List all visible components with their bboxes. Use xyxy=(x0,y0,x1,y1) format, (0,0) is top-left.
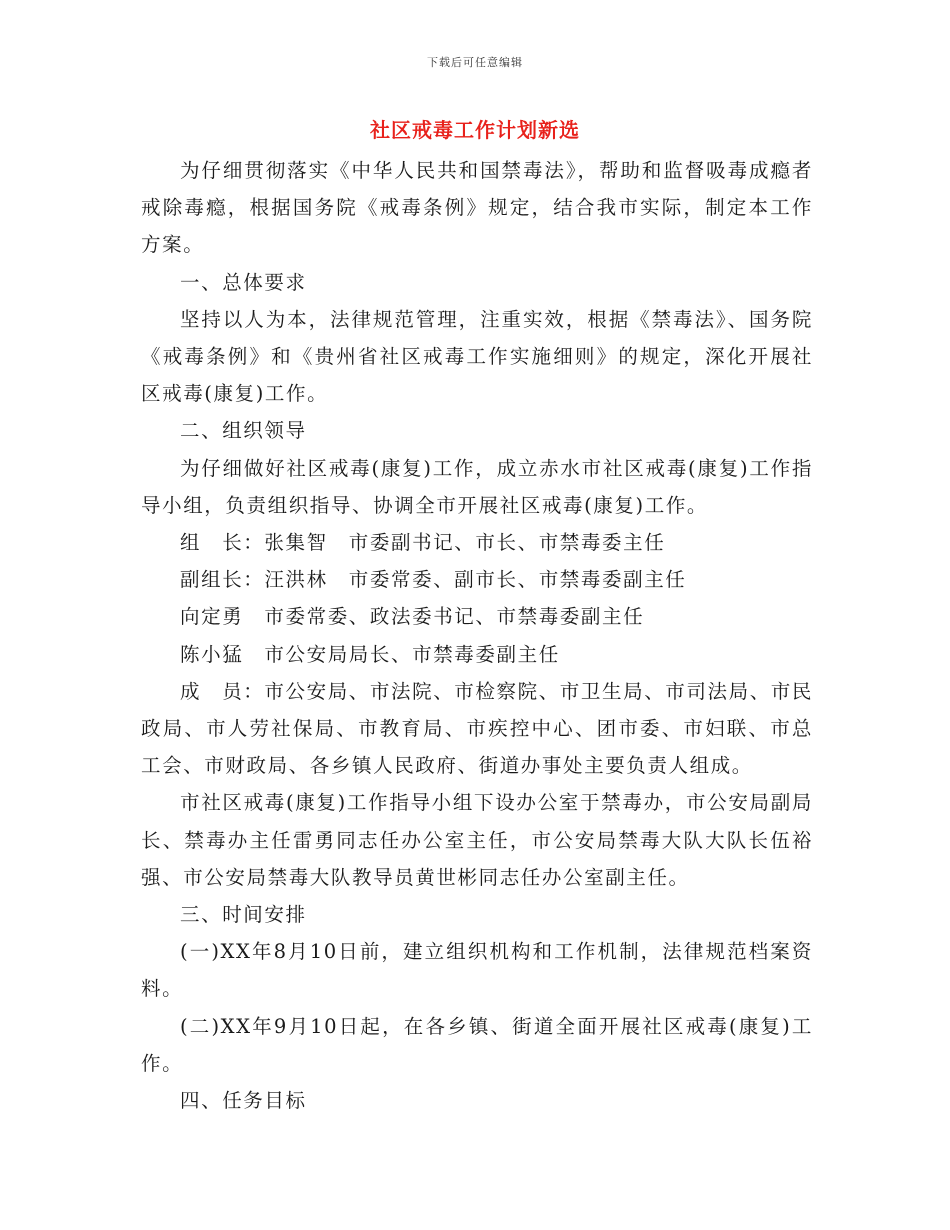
section-heading-general-requirements: 一、总体要求 xyxy=(180,270,307,294)
paragraph-group-leader: 组 长：张集智 市委副书记、市长、市禁毒委主任 xyxy=(180,531,666,555)
paragraph-organization: 为仔细做好社区戒毒(康复)工作，成立赤水市社区戒毒(康复)工作指导小组，负责组织指导、协调全市开展社区戒毒(康复)工作。 xyxy=(141,456,813,517)
paragraph-general-requirements: 坚持以人为本，法律规范管理，注重实效，根据《禁毒法》、国务院《戒毒条例》和《贵州省社区戒毒工作实施细则》的规定，深化开展社区戒毒(康复)工作。 xyxy=(141,307,813,406)
paragraph-deputy-leader-3: 陈小猛 市公安局局长、市禁毒委副主任 xyxy=(180,642,560,666)
paragraph-deputy-leader: 副组长：汪洪林 市委常委、副市长、市禁毒委副主任 xyxy=(180,568,687,592)
header-note: 下载后可任意编辑 xyxy=(427,56,523,69)
paragraph-members: 成 员：市公安局、市法院、市检察院、市卫生局、市司法局、市民政局、市人劳社保局、市教育局、市疾控中心、团市委、市妇联、市总工会、市财政局、各乡镇人民政府、街道办事处主要负责人组成。 xyxy=(141,679,814,778)
paragraph-schedule-2: (二)XX年9月10日起，在各乡镇、街道全面开展社区戒毒(康复)工作。 xyxy=(141,1014,813,1075)
paragraph-deputy-leader-2: 向定勇 市委常委、政法委书记、市禁毒委副主任 xyxy=(180,605,645,629)
paragraph-office: 市社区戒毒(康复)工作指导小组下设办公室于禁毒办，市公安局副局长、禁毒办主任雷勇同志任办公室主任，市公安局禁毒大队大队长伍裕强、市公安局禁毒大队教导员黄世彬同志任办公室副主任。 xyxy=(141,791,813,889)
section-heading-schedule: 三、时间安排 xyxy=(180,903,307,927)
section-heading-targets: 四、任务目标 xyxy=(180,1089,307,1113)
paragraph-schedule-1: (一)XX年8月10日前，建立组织机构和工作机制，法律规范档案资料。 xyxy=(141,940,813,1001)
section-heading-organization: 二、组织领导 xyxy=(180,419,307,443)
document-body xyxy=(141,152,813,1119)
paragraph-intro: 为仔细贯彻落实《中华人民共和国禁毒法》，帮助和监督吸毒成瘾者戒除毒瘾，根据国务院《戒毒条例》规定，结合我市实际，制定本工作方案。 xyxy=(141,159,813,257)
document-title: 社区戒毒工作计划新选 xyxy=(370,118,580,142)
